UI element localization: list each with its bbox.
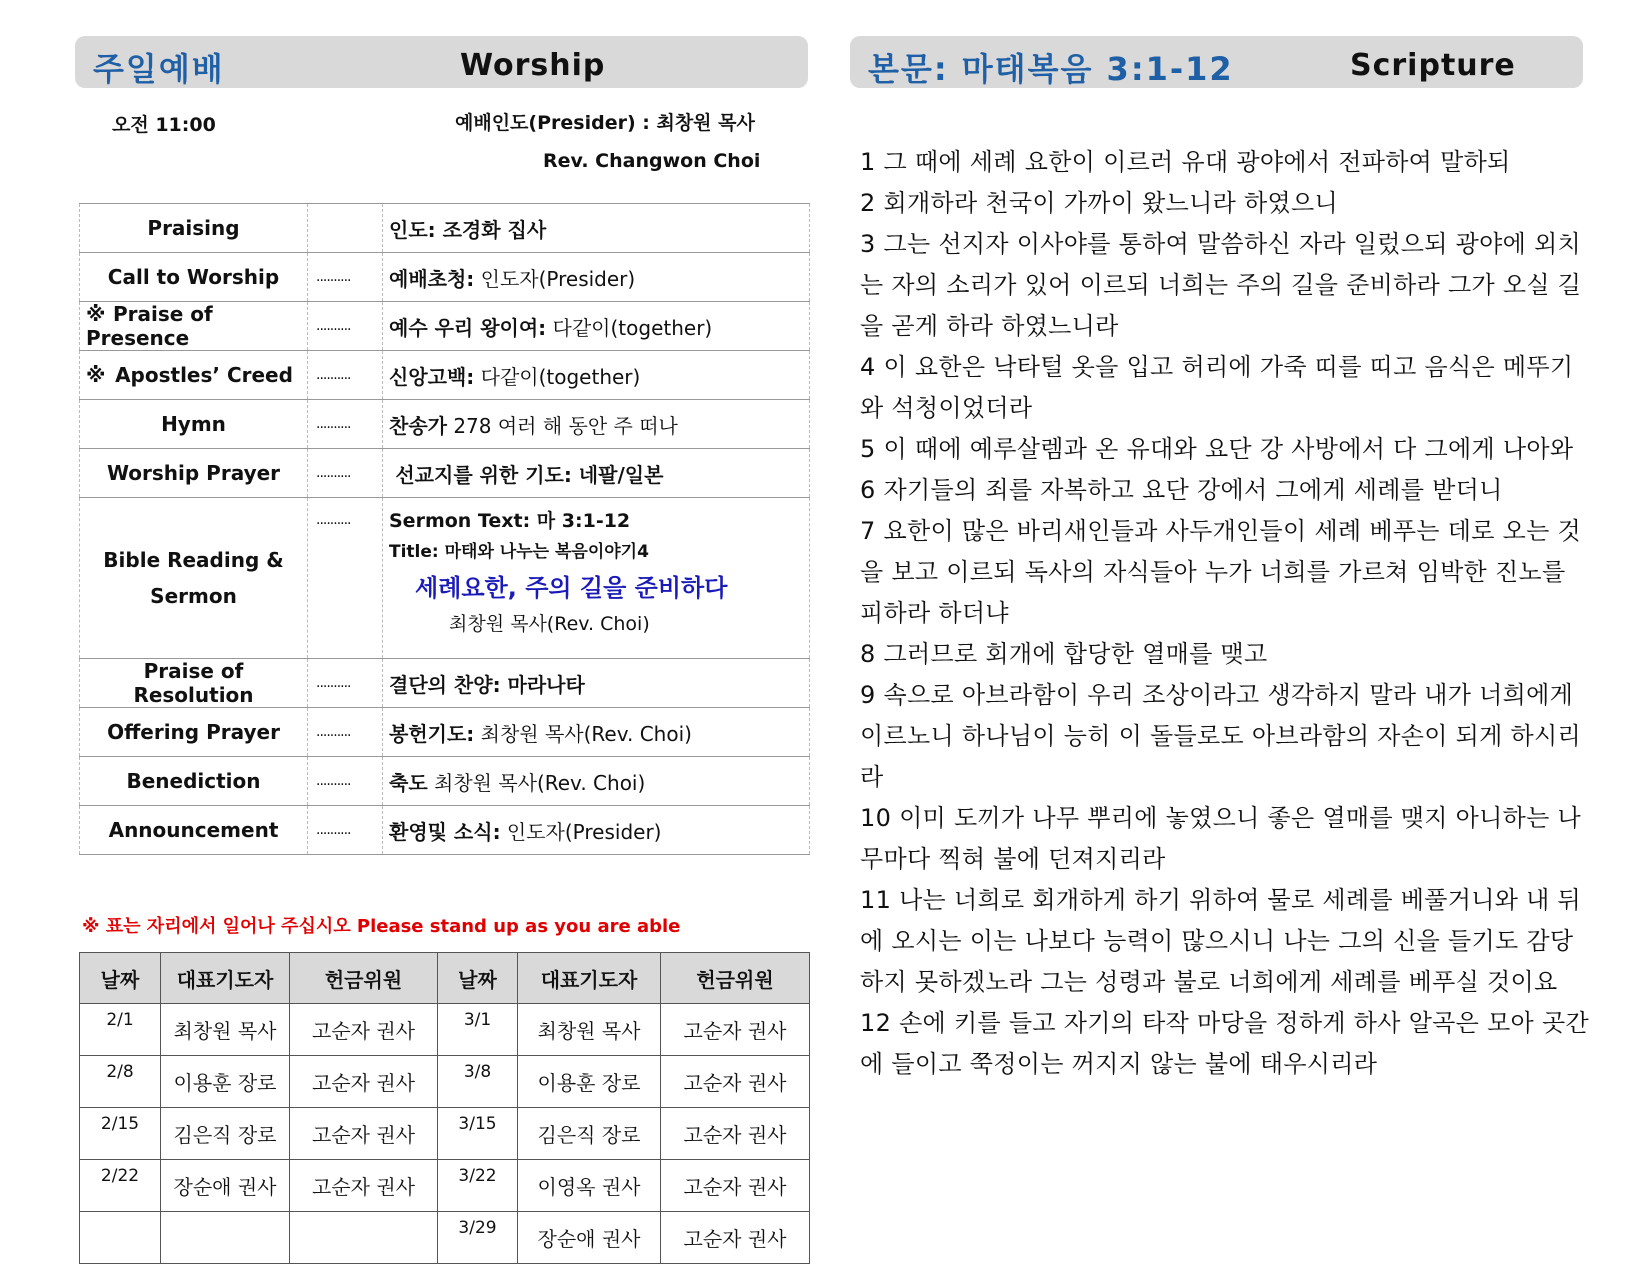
order-dots — [308, 204, 383, 253]
duty-date: 3/1 — [438, 1004, 518, 1056]
duty-date — [80, 1212, 161, 1264]
service-time: 오전 11:00 — [112, 114, 216, 136]
order-row — [80, 806, 810, 855]
sermon-text: Sermon Text: 마 3:1-12 — [389, 510, 631, 532]
order-item-detail: 인도: 조경화 집사 — [383, 204, 810, 253]
order-item-detail: 선교지를 위한 기도: 네팔/일본 — [383, 449, 810, 498]
verse: 8 그러므로 회개에 합당한 열매를 맺고 — [860, 640, 1268, 668]
duty-prayer — [161, 1212, 290, 1264]
duty-row — [80, 1108, 810, 1160]
sermon-preacher: 최창원 목사(Rev. Choi) — [449, 613, 650, 635]
sermon-detail — [383, 498, 810, 659]
duty-row — [80, 1004, 810, 1056]
order-item-detail: 환영및 소식: 인도자(Presider) — [383, 806, 810, 855]
sermon-big-title: 세례요한, 주의 길을 준비하다 — [415, 574, 728, 602]
order-row — [80, 302, 810, 351]
order-item-name: ※ Apostles’ Creed — [80, 351, 308, 400]
duty-date: 3/8 — [438, 1056, 518, 1108]
duty-date: 3/15 — [438, 1108, 518, 1160]
order-dots: .......... — [308, 659, 383, 708]
duty-offering: 고순자 권사 — [661, 1004, 810, 1056]
header-date: 날짜 — [438, 953, 518, 1004]
order-item-name: Offering Prayer — [80, 708, 308, 757]
duty-prayer: 최창원 목사 — [161, 1004, 290, 1056]
duty-row — [80, 1160, 810, 1212]
duty-prayer: 최창원 목사 — [518, 1004, 661, 1056]
duty-offering — [290, 1212, 438, 1264]
verse: 6 자기들의 죄를 자복하고 요단 강에서 그에게 세례를 받더니 — [860, 476, 1503, 504]
scripture-title-en: Scripture — [1350, 48, 1516, 83]
standing-mark: ※ — [86, 363, 106, 387]
verse: 4 이 요한은 낙타털 옷을 입고 허리에 가죽 띠를 띠고 음식은 메뚜기와 석청이었더라 — [860, 353, 1574, 422]
duty-prayer: 김은직 장로 — [161, 1108, 290, 1160]
verse: 11 나는 너희로 회개하게 하기 위하여 물로 세례를 베풀거니와 내 뒤에 오시는 이는 나보다 능력이 많으시니 나는 그의 신을 들기도 감당하지 못하겠노라 그는 성령과 불로 너희에게 세례를 베푸실 것이요 — [860, 886, 1582, 996]
order-dots: .......... — [308, 708, 383, 757]
order-dots: .......... — [308, 302, 383, 351]
duty-prayer: 장순애 권사 — [518, 1212, 661, 1264]
worship-title-ko: 주일예배 — [93, 50, 225, 88]
order-dots: .......... — [308, 400, 383, 449]
order-item-name: Announcement — [80, 806, 308, 855]
order-item-detail: 찬송가 278 여러 해 동안 주 떠나 — [383, 400, 810, 449]
header-prayer: 대표기도자 — [161, 953, 290, 1004]
order-dots: .......... — [308, 253, 383, 302]
presider-name-en: Rev. Changwon Choi — [543, 150, 761, 172]
order-dots: .......... — [308, 351, 383, 400]
duty-offering: 고순자 권사 — [661, 1160, 810, 1212]
order-item-name: Bible Reading & Sermon — [80, 498, 308, 659]
order-item-name: Call to Worship — [80, 253, 308, 302]
duty-header-row — [80, 953, 810, 1004]
header-date: 날짜 — [80, 953, 161, 1004]
order-item-detail: 축도 최창원 목사(Rev. Choi) — [383, 757, 810, 806]
duty-roster-table — [79, 952, 810, 1264]
verse: 5 이 때에 예루살렘과 온 유대와 요단 강 사방에서 다 그에게 나아와 — [860, 435, 1574, 463]
scripture-banner — [850, 36, 1583, 88]
order-of-worship-table — [79, 203, 810, 855]
standing-mark: ※ — [86, 302, 106, 326]
duty-offering: 고순자 권사 — [661, 1108, 810, 1160]
verse: 7 요한이 많은 바리새인들과 사두개인들이 세례 베푸는 데로 오는 것을 보고 이르되 독사의 자식들아 누가 너희를 가르쳐 임박한 진노를 피하라 하더냐 — [860, 517, 1581, 627]
verse: 3 그는 선지자 이사야를 통하여 말씀하신 자라 일렀으되 광야에 외치는 자의 소리가 있어 이르되 너희는 주의 길을 준비하라 그가 오실 길을 곧게 하라 하였느니라 — [860, 230, 1582, 340]
verse: 9 속으로 아브라함이 우리 조상이라고 생각하지 말라 내가 너희에게 이르노니 하나님이 능히 이 돌들로도 아브라함의 자손이 되게 하시리라 — [860, 681, 1581, 791]
order-dots: .......... — [308, 757, 383, 806]
order-row-sermon — [80, 498, 810, 659]
order-item-detail: 신앙고백: 다같이(together) — [383, 351, 810, 400]
order-row — [80, 659, 810, 708]
order-item-detail: 결단의 찬양: 마라나타 — [383, 659, 810, 708]
verse: 1 그 때에 세례 요한이 이르러 유대 광야에서 전파하여 말하되 — [860, 148, 1511, 176]
order-item-name: Hymn — [80, 400, 308, 449]
order-dots: .......... — [308, 498, 383, 659]
duty-offering: 고순자 권사 — [290, 1160, 438, 1212]
duty-date: 2/8 — [80, 1056, 161, 1108]
order-row — [80, 757, 810, 806]
duty-prayer: 이영옥 권사 — [518, 1160, 661, 1212]
order-item-name: Worship Prayer — [80, 449, 308, 498]
duty-prayer: 이용훈 장로 — [518, 1056, 661, 1108]
order-item-detail: 예수 우리 왕이여: 다같이(together) — [383, 302, 810, 351]
order-row — [80, 204, 810, 253]
header-offering: 헌금위원 — [661, 953, 810, 1004]
worship-title-en: Worship — [460, 48, 606, 83]
scripture-title-ko: 본문: 마태복음 3:1-12 — [868, 50, 1234, 88]
order-row — [80, 351, 810, 400]
duty-offering: 고순자 권사 — [290, 1056, 438, 1108]
stand-up-note: ※ 표는 자리에서 일어나 주십시오 Please stand up as you are able — [82, 916, 681, 937]
duty-date: 2/15 — [80, 1108, 161, 1160]
duty-prayer: 이용훈 장로 — [161, 1056, 290, 1108]
duty-date: 3/29 — [438, 1212, 518, 1264]
duty-row — [80, 1212, 810, 1264]
order-item-name: Praising — [80, 204, 308, 253]
order-item-detail: 봉헌기도: 최창원 목사(Rev. Choi) — [383, 708, 810, 757]
sermon-title: Title: 마태와 나누는 복음이야기4 — [389, 542, 649, 562]
verse: 10 이미 도끼가 나무 뿌리에 놓였으니 좋은 열매를 맺지 아니하는 나무마다 찍혀 불에 던져지리라 — [860, 804, 1582, 873]
verse: 12 손에 키를 들고 자기의 타작 마당을 정하게 하사 알곡은 모아 곳간에 들이고 쭉정이는 꺼지지 않는 불에 태우시리라 — [860, 1009, 1589, 1078]
duty-offering: 고순자 권사 — [290, 1004, 438, 1056]
scripture-text — [860, 142, 1595, 1085]
order-item-name: ※ Praise of Presence — [80, 302, 308, 351]
verse: 2 회개하라 천국이 가까이 왔느니라 하였으니 — [860, 189, 1338, 217]
order-item-detail: 예배초청: 인도자(Presider) — [383, 253, 810, 302]
duty-offering: 고순자 권사 — [661, 1212, 810, 1264]
duty-date: 2/22 — [80, 1160, 161, 1212]
header-prayer: 대표기도자 — [518, 953, 661, 1004]
order-row — [80, 708, 810, 757]
duty-row — [80, 1056, 810, 1108]
duty-offering: 고순자 권사 — [661, 1056, 810, 1108]
duty-date: 3/22 — [438, 1160, 518, 1212]
order-dots: .......... — [308, 806, 383, 855]
order-dots: .......... — [308, 449, 383, 498]
duty-offering: 고순자 권사 — [290, 1108, 438, 1160]
order-row — [80, 449, 810, 498]
order-item-name: Benediction — [80, 757, 308, 806]
order-row — [80, 253, 810, 302]
worship-banner — [75, 36, 808, 88]
order-row — [80, 400, 810, 449]
presider-label: 예배인도(Presider) : 최창원 목사 — [455, 112, 755, 134]
duty-prayer: 장순애 권사 — [161, 1160, 290, 1212]
duty-date: 2/1 — [80, 1004, 161, 1056]
header-offering: 헌금위원 — [290, 953, 438, 1004]
duty-prayer: 김은직 장로 — [518, 1108, 661, 1160]
order-item-name: Praise of Resolution — [80, 659, 308, 708]
